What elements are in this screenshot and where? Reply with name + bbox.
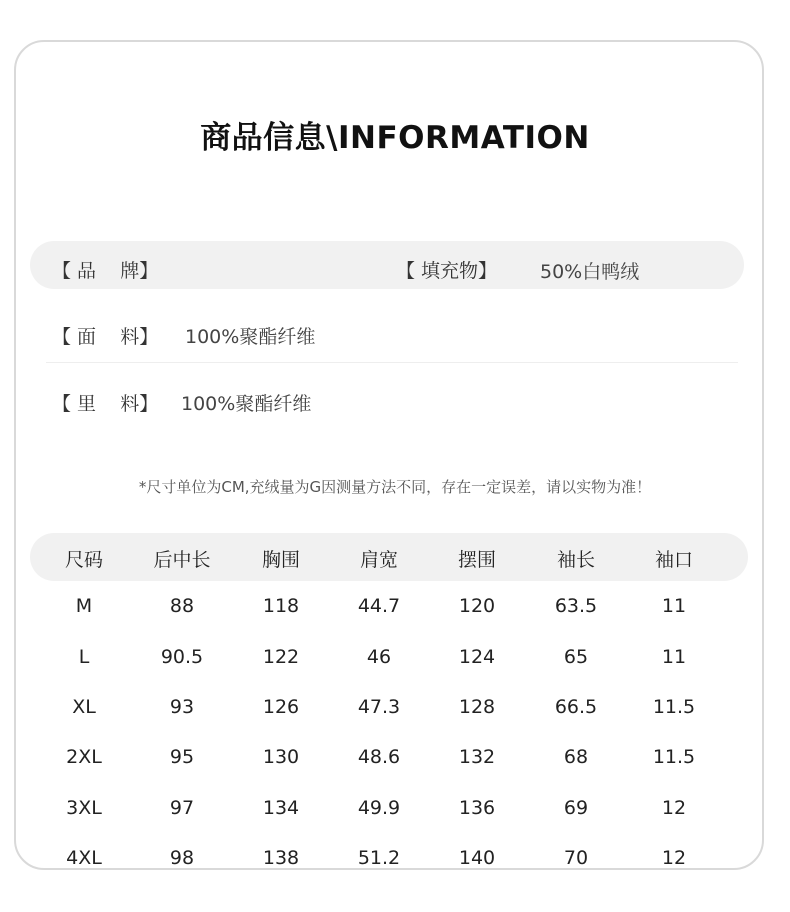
size-table-cell: 65 bbox=[563, 646, 589, 668]
size-table-cell: 70 bbox=[563, 847, 589, 869]
size-table-header-cell: 摆围 bbox=[457, 549, 496, 571]
size-table-cell: 46 bbox=[366, 646, 392, 668]
size-table-cell: XL bbox=[72, 696, 96, 718]
size-table-header-cell: 尺码 bbox=[64, 549, 103, 571]
size-table-cell: 3XL bbox=[66, 797, 102, 819]
divider bbox=[46, 362, 738, 363]
measurement-note: *尺寸单位为CM,充绒量为G因测量方法不同，存在一定误差，请以实物为准！ bbox=[138, 478, 652, 496]
size-table-header-cell: 胸围 bbox=[261, 549, 300, 571]
size-table-cell: 122 bbox=[262, 646, 300, 668]
size-table-cell: 11.5 bbox=[652, 696, 696, 718]
size-table-cell: 68 bbox=[563, 746, 589, 768]
size-table-cell: 69 bbox=[563, 797, 589, 819]
size-table-cell: 128 bbox=[458, 696, 496, 718]
page-title: 商品信息\INFORMATION bbox=[200, 120, 590, 156]
size-table-cell: 95 bbox=[169, 746, 195, 768]
size-table-cell: 11 bbox=[661, 646, 687, 668]
size-table-cell: 49.9 bbox=[357, 797, 401, 819]
size-table-cell: 2XL bbox=[66, 746, 102, 768]
size-table-cell: 118 bbox=[262, 595, 300, 617]
size-table-cell: 90.5 bbox=[160, 646, 204, 668]
size-table-cell: M bbox=[75, 595, 93, 617]
size-table-cell: 11.5 bbox=[652, 746, 696, 768]
size-table-cell: L bbox=[78, 646, 90, 668]
size-table-cell: 134 bbox=[262, 797, 300, 819]
size-table-cell: 44.7 bbox=[357, 595, 401, 617]
size-table-cell: 93 bbox=[169, 696, 195, 718]
size-table-cell: 47.3 bbox=[357, 696, 401, 718]
size-table-cell: 4XL bbox=[66, 847, 102, 869]
filling-value: 50%白鸭绒 bbox=[540, 261, 640, 283]
size-table-cell: 124 bbox=[458, 646, 496, 668]
size-table-cell: 140 bbox=[458, 847, 496, 869]
size-table-header-cell: 后中长 bbox=[153, 549, 211, 571]
size-table-cell: 132 bbox=[458, 746, 496, 768]
lining-label: 【 里 料】 bbox=[52, 393, 159, 415]
size-table-cell: 130 bbox=[262, 746, 300, 768]
size-table-cell: 120 bbox=[458, 595, 496, 617]
size-table-cell: 126 bbox=[262, 696, 300, 718]
size-table-cell: 97 bbox=[169, 797, 195, 819]
size-table-cell: 138 bbox=[262, 847, 300, 869]
size-table-cell: 11 bbox=[661, 595, 687, 617]
size-table-cell: 51.2 bbox=[357, 847, 401, 869]
size-table-header-cell: 袖口 bbox=[654, 549, 693, 571]
size-table-header-cell: 袖长 bbox=[556, 549, 595, 571]
size-table-cell: 63.5 bbox=[554, 595, 598, 617]
filling-label: 【 填充物】 bbox=[396, 260, 498, 282]
size-table-header-cell: 肩宽 bbox=[359, 549, 398, 571]
size-table-cell: 88 bbox=[169, 595, 195, 617]
size-table-cell: 48.6 bbox=[357, 746, 401, 768]
brand-label: 【 品 牌】 bbox=[52, 260, 159, 282]
size-table-cell: 12 bbox=[661, 797, 687, 819]
size-table-cell: 98 bbox=[169, 847, 195, 869]
fabric-label: 【 面 料】 bbox=[52, 326, 159, 348]
size-table-cell: 66.5 bbox=[554, 696, 598, 718]
fabric-value: 100%聚酯纤维 bbox=[185, 326, 316, 348]
lining-value: 100%聚酯纤维 bbox=[181, 393, 312, 415]
size-table-cell: 136 bbox=[458, 797, 496, 819]
size-table-cell: 12 bbox=[661, 847, 687, 869]
